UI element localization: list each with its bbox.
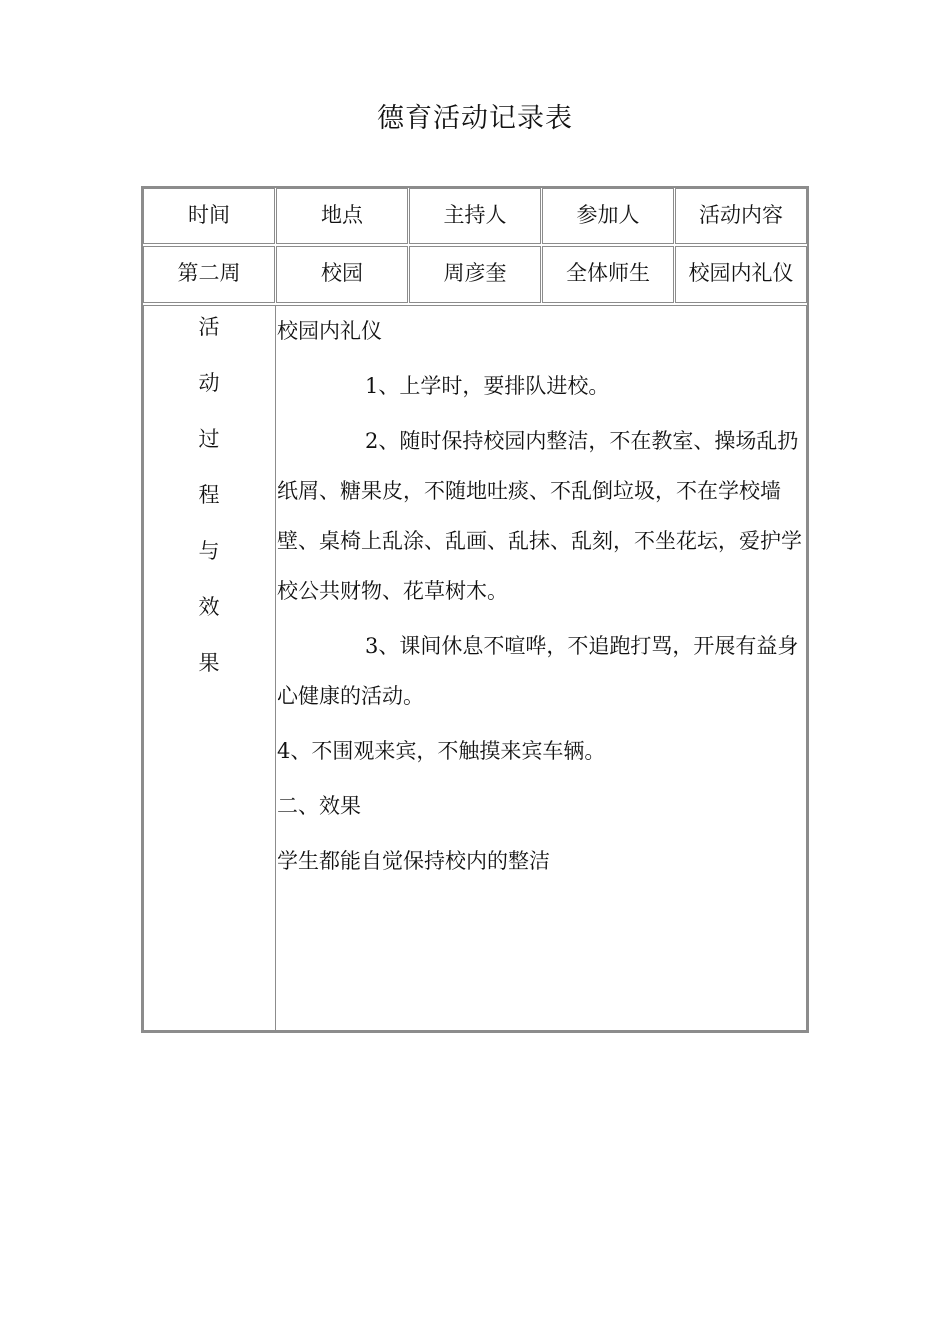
value-participants-text: 全体师生	[566, 261, 650, 285]
value-host	[409, 246, 541, 303]
side-char: 动	[198, 371, 220, 395]
value-location	[276, 246, 408, 303]
value-participants	[542, 246, 674, 303]
header-location-label: 地点	[321, 203, 363, 227]
header-location	[276, 188, 408, 244]
header-participants-label: 参加人	[576, 203, 640, 227]
content-heading: 校园内礼仪	[277, 319, 382, 343]
content-item-1: 1、上学时，要排队进校。	[365, 374, 610, 398]
header-participants	[542, 188, 674, 244]
side-char: 效	[198, 595, 220, 619]
process-content	[277, 306, 809, 891]
value-host-text: 周彦奎	[443, 261, 507, 285]
content-item-2: 2、随时保持校园内整洁，不在教室、操场乱扔纸屑、糖果皮，不随地吐痰、不乱倒垃圾，不在学校墙壁、桌椅上乱涂、乱画、乱抹、乱刻，不坐花坛，爱护学校公共财物、花草树木。	[277, 429, 802, 603]
side-char: 果	[198, 651, 220, 675]
effect-text: 学生都能自觉保持校内的整洁	[277, 849, 550, 873]
document-title: 德育活动记录表	[377, 103, 573, 134]
side-char: 与	[198, 539, 220, 563]
header-host-label: 主持人	[443, 203, 507, 227]
side-char: 活	[198, 315, 220, 339]
header-content-label: 活动内容	[699, 203, 783, 227]
header-time-label: 时间	[188, 203, 230, 227]
process-effect-label	[143, 306, 275, 698]
value-content-text: 校园内礼仪	[688, 261, 794, 285]
header-host	[409, 188, 541, 244]
content-item-4: 4、不围观来宾，不触摸来宾车辆。	[277, 739, 606, 763]
value-location-text: 校园	[321, 261, 363, 285]
effect-heading: 二、效果	[277, 794, 361, 818]
side-char: 过	[198, 427, 220, 451]
header-time	[143, 188, 275, 244]
header-content	[675, 188, 807, 244]
value-time	[143, 246, 275, 303]
side-char: 程	[198, 483, 220, 507]
content-item-3: 3、课间休息不喧哗，不追跑打骂，开展有益身心健康的活动。	[277, 634, 799, 708]
value-content	[675, 246, 807, 303]
value-time-text: 第二周	[177, 261, 241, 285]
